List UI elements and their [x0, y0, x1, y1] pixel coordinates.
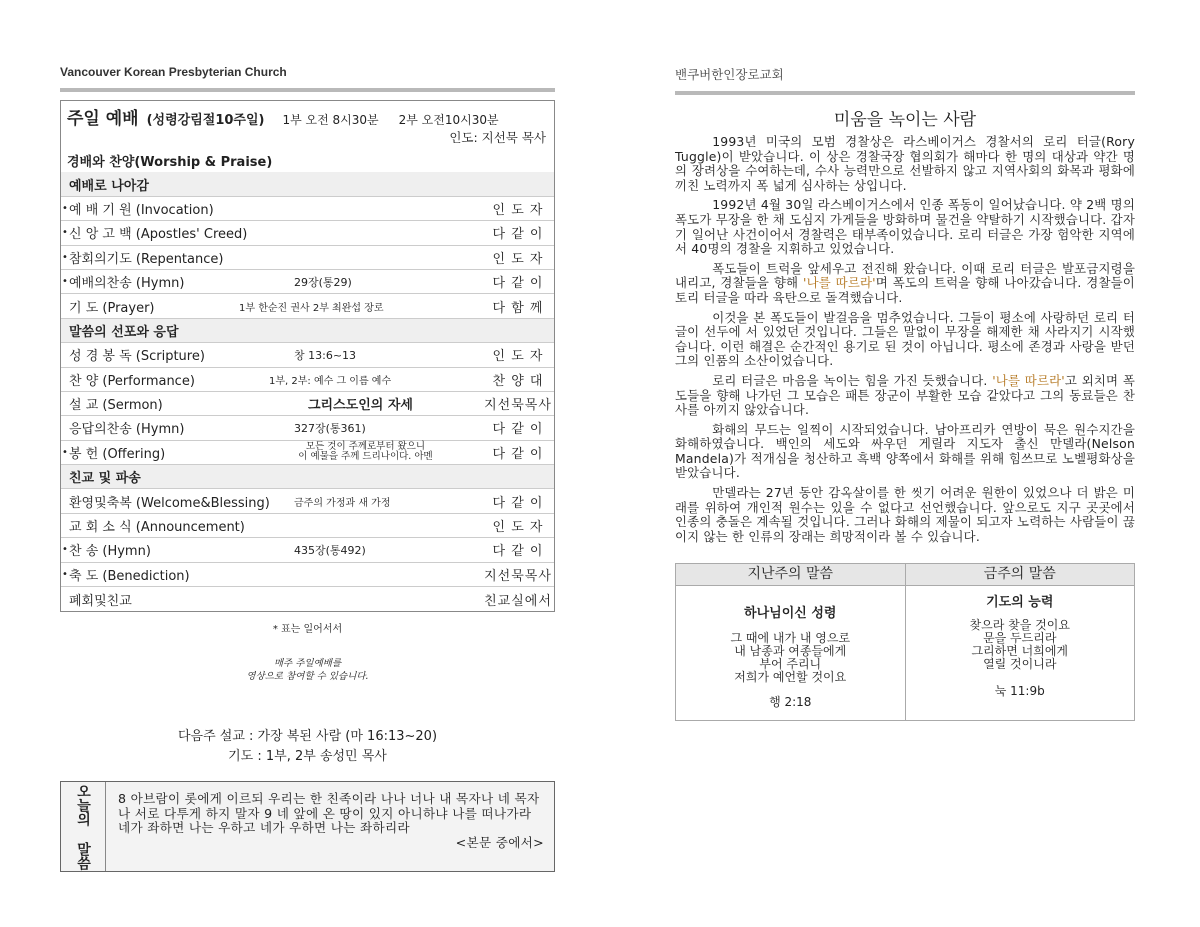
- item-person: 친교실에서: [484, 593, 552, 609]
- church-name-ko: 밴쿠버한인장로교회: [675, 67, 784, 82]
- todays-word-text: 8 아브람이 롯에게 이르되 우리는 한 친족이라 나나 너나 내 목자나 네 목자나 서로 다투게 하지 말자 9 네 앞에 온 땅이 있지 아니하냐 나를 떠나가라 네가 좌하면 나는 우하고 네가 우하면 나는 좌하리라: [118, 791, 540, 836]
- service-leader: 인도: 지선묵 목사: [449, 130, 546, 145]
- last-week-heading: 지난주의 말씀: [676, 564, 905, 586]
- item-label: 예배의찬송 (Hymn): [69, 276, 185, 292]
- video-note-line-2: 영상으로 참여할 수 있습니다.: [246, 671, 369, 683]
- verse-line: 저희가 예언할 것이요: [734, 670, 847, 685]
- service-title: 주일 예배: [67, 109, 139, 129]
- item-person: 인 도 자: [492, 251, 544, 267]
- todays-word-body: [106, 782, 554, 871]
- article-paragraph: 화해의 무드는 일찍이 시작되었습니다. 남아프리카 연방이 묵은 원수지간을 화해하였습니다. 백인의 세도와 싸우던 게릴라 지도자 출신 만델라(Nelson Mandela)가 적개심을 청산하고 흑백 양쪽에서 화해를 위해 힘쓰므로 노벨평화상을 받았습니다.: [675, 421, 1135, 481]
- article-paragraph: 만델라는 27년 동안 감옥살이를 한 씻기 어려운 원한이 있었으나 더 밝은 미래를 위하여 개인적 원수는 있을 수 없다고 선언했습니다. 앞으로도 지구 곳곳에서 인종의 충돌은 계속될 것입니다. 그러나 화해의 제물이 되고자 노력하는 사람들이 끊이지 않는 한 인류의 장래는 희망적이라 볼 수 있습니다.: [675, 485, 1135, 544]
- item-person: 지선묵목사: [484, 398, 552, 414]
- item-prayer: [61, 294, 554, 318]
- item-detail: 1부 한순진 권사 2부 최완섭 장로: [239, 302, 384, 314]
- stand-mark: •: [62, 251, 68, 263]
- item-label: 신 앙 고 백 (Apostles' Creed): [69, 227, 248, 243]
- item-person: 다 함 께: [492, 300, 544, 316]
- section-approach: 예배로 나아감: [61, 172, 554, 196]
- item-person: 다 같 이: [492, 227, 544, 243]
- todays-word-box: [60, 781, 555, 872]
- verse-line: 그리하면 너희에게: [971, 644, 1069, 659]
- item-sermon: [61, 392, 554, 416]
- order-of-worship: [60, 100, 555, 612]
- item-label: 기 도 (Prayer): [69, 300, 155, 316]
- verse-line: 그 때에 내가 내 영으로: [730, 631, 851, 646]
- item-announcement: [61, 514, 554, 538]
- next-week: [60, 727, 555, 767]
- item-detail: 327장(통361): [294, 421, 366, 435]
- item-person: 다 같 이: [492, 446, 544, 462]
- service-title-row: [61, 101, 554, 128]
- item-person: 다 같 이: [492, 276, 544, 292]
- video-note: [60, 657, 555, 683]
- item-creed: [61, 221, 554, 245]
- section-fellowship: 친교 및 파송: [61, 465, 554, 489]
- item-person: 인 도 자: [492, 520, 544, 536]
- article-title: 미움을 녹이는 사람: [833, 110, 977, 130]
- this-week-ref: 눅 11:9b: [994, 684, 1045, 699]
- service-time-1: 1부 오전 8시30분: [282, 113, 379, 127]
- worship-heading: 경배와 찬양(Worship & Praise): [67, 154, 273, 170]
- item-label: 폐회및친교: [69, 593, 132, 609]
- offering-prayer: [249, 442, 482, 462]
- offering-line-1: 모든 것이 주께로부터 왔으니: [305, 441, 426, 453]
- item-detail: 1부, 2부: 예수 그 이름 예수: [269, 375, 392, 387]
- item-person: 찬 양 대: [492, 373, 544, 389]
- header-rule: [60, 88, 555, 92]
- last-week-title: 하나님이신 성령: [744, 606, 837, 622]
- verse-line: 문을 두드리라: [983, 631, 1057, 646]
- verse-line: 열릴 것이니라: [983, 657, 1057, 672]
- stand-mark: •: [62, 276, 68, 288]
- item-repentance: [61, 246, 554, 270]
- item-benediction: [61, 563, 554, 587]
- offering-line-2: 이 예물을 주께 드리나이다. 아멘: [298, 451, 433, 463]
- todays-word-label: 오늘의 말씀: [61, 782, 106, 871]
- article-paragraph: 이것을 본 폭도들이 발걸음을 멈추었습니다. 그들이 평소에 사랑하던 로리 터글이 선두에 서 있었던 것입니다. 그들은 말없이 무장을 해제한 채 사라지기 시작했습니다. 이런 해결은 순간적인 용기로 된 것이 아닙니다. 평소에 존경과 사랑을 받던 그의 인품의 소산이었습니다.: [675, 309, 1135, 369]
- sermon-title: 그리스도인의 자세: [308, 398, 413, 414]
- this-week-verse: [905, 564, 1135, 720]
- item-person: 인 도 자: [492, 202, 544, 218]
- last-week-ref: 행 2:18: [769, 695, 812, 710]
- item-label: 응답의찬송 (Hymn): [69, 422, 185, 438]
- item-scripture: [61, 343, 554, 367]
- verse-line: 내 남종과 여종들에게: [734, 644, 847, 659]
- article-paragraph: 1992년 4월 30일 라스베이거스에서 인종 폭동이 일어났습니다. 약 2백 명의 폭도가 무장을 한 채 도심지 가게들을 방화하며 물건을 약탈하기 시작했습니다. 갑자기 일어난 사건이어서 경찰력은 태부족이었습니다. 로리 터글은 가장 험악한 지역에서 40명의 경찰을 지휘하고 있었습니다.: [675, 197, 1135, 257]
- item-person: 지선묵목사: [484, 568, 552, 584]
- item-label: 성 경 봉 독 (Scripture): [69, 349, 205, 365]
- last-week-body: [676, 607, 905, 709]
- item-offering: [61, 441, 554, 465]
- item-label: 교 회 소 식 (Announcement): [69, 520, 245, 536]
- article-body: [675, 135, 1135, 544]
- this-week-body: [906, 596, 1135, 698]
- this-week-heading: 금주의 말씀: [906, 564, 1135, 586]
- item-label: 봉 헌 (Offering): [69, 446, 166, 462]
- right-page: [675, 60, 1135, 721]
- next-week-prayer: 기도 : 1부, 2부 송성민 목사: [228, 749, 387, 765]
- item-person: 다 같 이: [492, 422, 544, 438]
- item-person: 다 같 이: [492, 544, 544, 560]
- item-closing: [61, 587, 554, 611]
- item-label: 참회의기도 (Repentance): [69, 251, 224, 267]
- item-hymn-3: [61, 538, 554, 562]
- article-paragraph: 1993년 미국의 모범 경찰상은 라스베이거스 경찰서의 로리 터글(Rory Tuggle)이 받았습니다. 이 상은 경찰국장 협의회가 해마다 한 명의 대상과 약간 명의 장려상을 수여하는데, 수사 능력만으로 선발하지 않고 지역사회의 화목과 평화에 끼친 노력까지 폭 넓게 심사하는 상입니다.: [675, 134, 1135, 193]
- left-page: [60, 60, 555, 872]
- verse-line: 찾으라 찾을 것이요: [969, 618, 1070, 633]
- stand-mark: •: [62, 202, 68, 214]
- item-hymn-2: [61, 416, 554, 440]
- verse-line: 부어 주리니: [759, 657, 822, 672]
- this-week-title: 기도의 능력: [986, 595, 1054, 611]
- item-detail: 금주의 가정과 새 가정: [294, 497, 391, 509]
- stand-mark: •: [62, 227, 68, 239]
- section-word: 말씀의 선포와 응답: [61, 319, 554, 343]
- item-invocation: [61, 197, 554, 221]
- item-label: 찬 양 (Performance): [69, 373, 195, 389]
- header-rule: [675, 91, 1135, 95]
- todays-word-source: <본문 중에서>: [455, 834, 544, 850]
- item-welcome: [61, 489, 554, 513]
- item-label: 설 교 (Sermon): [69, 398, 163, 414]
- stand-mark: •: [62, 568, 68, 580]
- item-person: 다 같 이: [492, 495, 544, 511]
- item-performance: [61, 368, 554, 392]
- item-label: 축 도 (Benediction): [69, 568, 190, 584]
- last-week-verse: [676, 564, 905, 720]
- church-name-en: Vancouver Korean Presbyterian Church: [60, 65, 287, 79]
- service-season: (성령강림절10주일): [146, 113, 265, 128]
- service-time-2: 2부 오전10시30분: [398, 113, 499, 127]
- next-week-sermon: 다음주 설교 : 가장 복된 사람 (마 16:13~20): [177, 729, 438, 745]
- item-label: 예 배 기 원 (Invocation): [69, 202, 214, 218]
- stand-note: * 표는 일어서서: [272, 624, 343, 636]
- highlight-quote: '나를 따르라': [802, 275, 876, 291]
- item-label: 환영및축복 (Welcome&Blessing): [69, 495, 270, 511]
- video-note-line-1: 매주 주일예배를: [273, 658, 342, 670]
- stand-mark: •: [62, 544, 68, 556]
- article-paragraph: 로리 터글은 마음을 녹이는 힘을 가진 듯했습니다. '나를 따르라'고 외치며 폭도들을 향해 나가던 그 모습은 패튼 장군이 부활한 모습 같았다고 그의 동료들은 찬사를 아끼지 않았습니다.: [675, 372, 1136, 418]
- item-person: 인 도 자: [492, 349, 544, 365]
- article-paragraph: 폭도들이 트럭을 앞세우고 전진해 왔습니다. 이때 로리 터글은 발포금지령을 내리고, 경찰들을 향해 '나를 따르라'며 폭도의 트럭을 향해 나아갔습니다. 경찰들이 토리 터글을 따라 육탄으로 돌격했습니다.: [675, 260, 1135, 305]
- highlight-quote: '나를 따르라': [992, 372, 1065, 388]
- stand-mark: •: [62, 446, 68, 458]
- item-detail: 435장(통492): [294, 543, 366, 557]
- item-label: 찬 송 (Hymn): [69, 544, 151, 560]
- item-detail: 창 13:6~13: [294, 348, 357, 362]
- item-detail: 29장(통29): [294, 275, 352, 289]
- item-hymn-1: [61, 270, 554, 294]
- verses-box: [675, 563, 1135, 721]
